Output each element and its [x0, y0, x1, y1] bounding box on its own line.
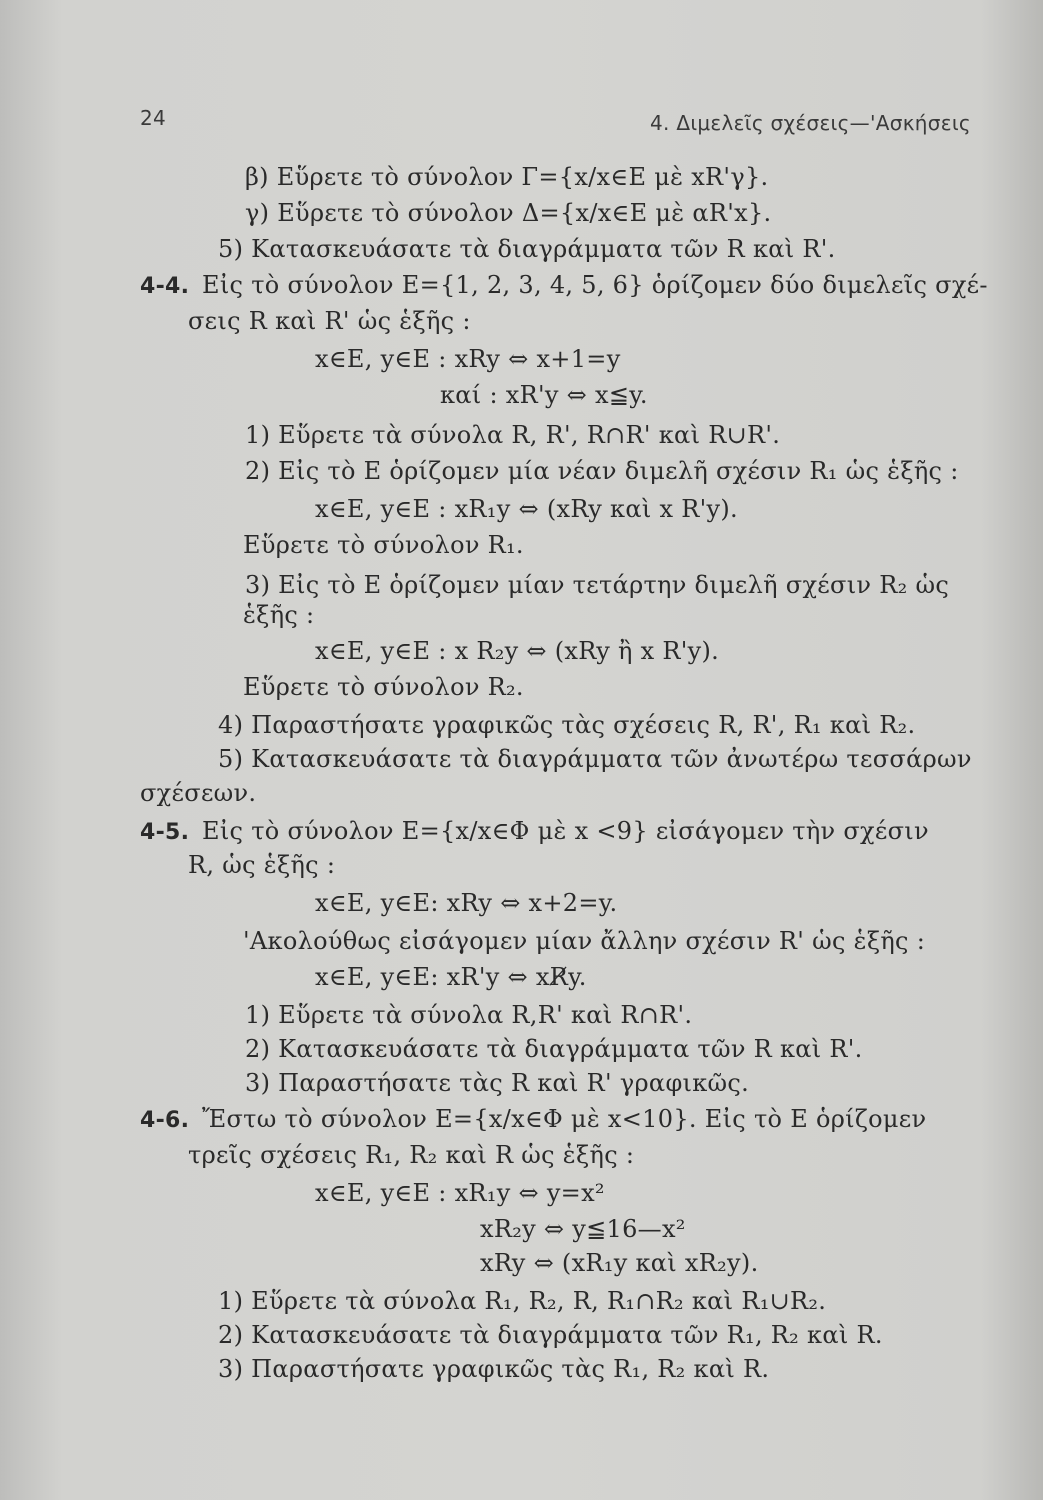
exercise-line: 1) Εὕρετε τὰ σύνολα R,R' καὶ R∩R'. [245, 1001, 693, 1029]
exercise-line: Ἔστω τὸ σύνολον E={x/x∈Φ μὲ x<10}. Εἰς τὸ E ὁρίζομεν [202, 1105, 927, 1133]
formula-line: xRy ⇔ (xR₁y καὶ xR₂y). [480, 1249, 759, 1277]
exercise-line: 1) Εὕρετε τὰ σύνολα R₁, R₂, R, R₁∩R₂ καὶ R₁∪R₂. [218, 1287, 827, 1315]
exercise-line: 1) Εὕρετε τὰ σύνολα R, R', R∩R' καὶ R∪R'. [245, 421, 781, 449]
formula-line: x∈E, y∈E: xR'y ⇔ xR̸y. [315, 963, 587, 991]
exercise-line: 5) Κατασκευάσατε τὰ διαγράμματα τῶν ἀνωτέρω τεσσάρων [218, 745, 972, 773]
exercise-line: 3) Εἰς τὸ E ὁρίζομεν μίαν τετάρτην διμελῆ σχέσιν R₂ ὡς [245, 571, 950, 599]
formula-line: x∈E, y∈E : xR₁y ⇔ (xRy καὶ x R'y). [315, 495, 738, 523]
exercise-line: β) Εὕρετε τὸ σύνολον Γ={x/x∈E μὲ xR'γ}. [245, 163, 769, 191]
exercise-number: 4-4. [140, 274, 190, 299]
exercise-line: ἑξῆς : [243, 601, 315, 629]
exercise-line: Εἰς τὸ σύνολον E={x/x∈Φ μὲ x <9} εἰσάγομεν τὴν σχέσιν [202, 817, 929, 845]
exercise-line: σεις R καὶ R' ὡς ἑξῆς : [188, 307, 471, 335]
exercise-number: 4-5. [140, 820, 190, 845]
formula-line: καί : xR'y ⇔ x≦y. [440, 381, 648, 409]
exercise-line: 2) Κατασκευάσατε τὰ διαγράμματα τῶν R₁, R₂ καὶ R. [218, 1321, 883, 1349]
formula-line: x∈E, y∈E : x R₂y ⇔ (xRy ἢ x R'y). [315, 637, 720, 665]
exercise-line: Εὕρετε τὸ σύνολον R₁. [243, 531, 524, 559]
exercise-line: 2) Κατασκευάσατε τὰ διαγράμματα τῶν R καὶ R'. [245, 1035, 863, 1063]
exercise-line: Εὕρετε τὸ σύνολον R₂. [243, 673, 524, 701]
exercise-line: 4) Παραστήσατε γραφικῶς τὰς σχέσεις R, R', R₁ καὶ R₂. [218, 711, 916, 739]
exercise-line: 3) Παραστήσατε τὰς R καὶ R' γραφικῶς. [245, 1069, 750, 1097]
formula-line: x∈E, y∈E: xRy ⇔ x+2=y. [315, 889, 618, 917]
page-number: 24 [140, 106, 167, 130]
formula-line: x∈E, y∈E : xRy ⇔ x+1=y [315, 345, 621, 373]
formula-line: x∈E, y∈E : xR₁y ⇔ y=x² [315, 1179, 605, 1207]
exercise-line: 2) Εἰς τὸ E ὁρίζομεν μία νέαν διμελῆ σχέσιν R₁ ὡς ἑξῆς : [245, 457, 959, 485]
formula-line: xR₂y ⇔ y≦16—x² [480, 1215, 686, 1243]
exercise-number: 4-6. [140, 1108, 190, 1133]
exercise-line: 5) Κατασκευάσατε τὰ διαγράμματα τῶν R καὶ R'. [218, 235, 836, 263]
exercise-line: Εἰς τὸ σύνολον E={1, 2, 3, 4, 5, 6} ὁρίζομεν δύο διμελεῖς σχέ- [202, 271, 988, 299]
exercise-line: τρεῖς σχέσεις R₁, R₂ καὶ R ὡς ἑξῆς : [188, 1141, 635, 1169]
exercise-line: σχέσεων. [140, 779, 257, 807]
running-title: 4. Διμελεῖς σχέσεις—'Ασκήσεις [650, 111, 971, 135]
exercise-line: γ) Εὕρετε τὸ σύνολον Δ={x/x∈E μὲ αR'x}. [245, 199, 772, 227]
exercise-line: R, ὡς ἑξῆς : [188, 851, 336, 879]
exercise-line: 3) Παραστήσατε γραφικῶς τὰς R₁, R₂ καὶ R. [218, 1355, 770, 1383]
exercise-line: 'Ακολούθως εἰσάγομεν μίαν ἄλλην σχέσιν R' ὡς ἑξῆς : [243, 927, 926, 955]
